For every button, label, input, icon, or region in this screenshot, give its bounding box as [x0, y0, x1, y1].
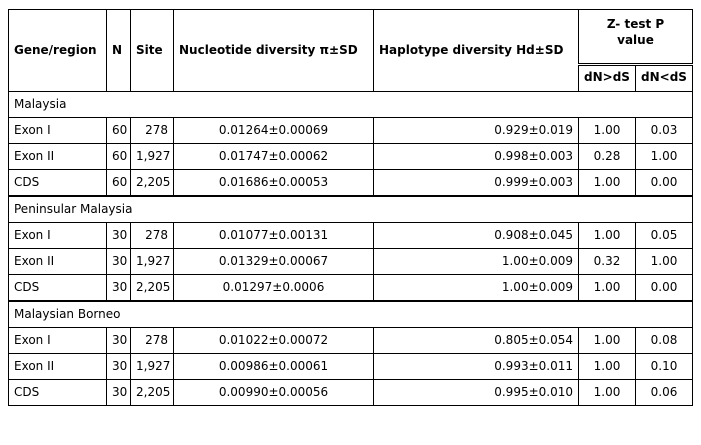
cell-dn-lt-ds: 0.00: [636, 170, 693, 196]
cell-dn-gt-ds: 1.00: [579, 275, 636, 301]
cell-site: 2,205: [131, 275, 174, 301]
cell-nucleotide-diversity: 0.00990±0.00056: [174, 380, 374, 406]
cell-site: 278: [131, 328, 174, 354]
cell-dn-gt-ds: 1.00: [579, 223, 636, 249]
table-row: [9, 144, 693, 170]
cell-region: CDS: [9, 275, 107, 301]
cell-site: 1,927: [131, 249, 174, 275]
cell-n: 30: [107, 380, 131, 406]
cell-dn-lt-ds: 0.10: [636, 354, 693, 380]
table-row: [9, 223, 693, 249]
cell-haplotype-diversity: 1.00±0.009: [374, 275, 579, 301]
header-n: N: [107, 10, 131, 92]
cell-region: Exon II: [9, 354, 107, 380]
cell-dn-lt-ds: 0.00: [636, 275, 693, 301]
cell-dn-gt-ds: 1.00: [579, 170, 636, 196]
cell-site: 278: [131, 118, 174, 144]
cell-dn-gt-ds: 1.00: [579, 380, 636, 406]
cell-nucleotide-diversity: 0.01264±0.00069: [174, 118, 374, 144]
cell-n: 30: [107, 275, 131, 301]
table-row: [9, 118, 693, 144]
cell-dn-lt-ds: 0.03: [636, 118, 693, 144]
cell-nucleotide-diversity: 0.01022±0.00072: [174, 328, 374, 354]
cell-region: Exon I: [9, 328, 107, 354]
cell-n: 60: [107, 170, 131, 196]
cell-site: 1,927: [131, 354, 174, 380]
section-title: Malaysia: [9, 92, 693, 118]
section-title: Malaysian Borneo: [9, 302, 693, 328]
cell-n: 60: [107, 144, 131, 170]
table-row: [9, 380, 693, 406]
table-row: [9, 275, 693, 301]
cell-dn-lt-ds: 1.00: [636, 249, 693, 275]
cell-region: Exon I: [9, 118, 107, 144]
table-row: [9, 249, 693, 275]
cell-n: 30: [107, 249, 131, 275]
section-header-row: [9, 92, 693, 118]
cell-site: 2,205: [131, 380, 174, 406]
header-z-test: [579, 10, 693, 65]
cell-site: 1,927: [131, 144, 174, 170]
header-haplotype-diversity: Haplotype diversity Hd±SD: [374, 10, 579, 92]
cell-site: 2,205: [131, 170, 174, 196]
cell-haplotype-diversity: 0.995±0.010: [374, 380, 579, 406]
cell-nucleotide-diversity: 0.01747±0.00062: [174, 144, 374, 170]
cell-n: 30: [107, 354, 131, 380]
cell-nucleotide-diversity: 0.01329±0.00067: [174, 249, 374, 275]
header-dn-lt-ds: dN<dS: [636, 64, 693, 91]
header-nucleotide-diversity: Nucleotide diversity π±SD: [174, 10, 374, 92]
cell-haplotype-diversity: 0.993±0.011: [374, 354, 579, 380]
cell-n: 30: [107, 223, 131, 249]
cell-region: Exon I: [9, 223, 107, 249]
cell-haplotype-diversity: 0.908±0.045: [374, 223, 579, 249]
cell-haplotype-diversity: 0.998±0.003: [374, 144, 579, 170]
header-dn-gt-ds: dN>dS: [579, 64, 636, 91]
cell-nucleotide-diversity: 0.01297±0.0006: [174, 275, 374, 301]
table-row: [9, 328, 693, 354]
cell-dn-gt-ds: 0.28: [579, 144, 636, 170]
cell-haplotype-diversity: 0.999±0.003: [374, 170, 579, 196]
cell-region: CDS: [9, 170, 107, 196]
cell-dn-lt-ds: 0.08: [636, 328, 693, 354]
cell-haplotype-diversity: 0.805±0.054: [374, 328, 579, 354]
section-header-row: [9, 197, 693, 223]
cell-nucleotide-diversity: 0.00986±0.00061: [174, 354, 374, 380]
table-body: [9, 92, 693, 406]
section-header-row: [9, 302, 693, 328]
cell-nucleotide-diversity: 0.01077±0.00131: [174, 223, 374, 249]
cell-nucleotide-diversity: 0.01686±0.00053: [174, 170, 374, 196]
cell-site: 278: [131, 223, 174, 249]
section-title: Peninsular Malaysia: [9, 197, 693, 223]
table-row: [9, 170, 693, 196]
cell-dn-lt-ds: 0.06: [636, 380, 693, 406]
cell-dn-lt-ds: 0.05: [636, 223, 693, 249]
cell-region: Exon II: [9, 144, 107, 170]
cell-dn-gt-ds: 1.00: [579, 118, 636, 144]
cell-n: 30: [107, 328, 131, 354]
cell-dn-gt-ds: 0.32: [579, 249, 636, 275]
cell-region: Exon II: [9, 249, 107, 275]
header-gene-region: Gene/region: [9, 10, 107, 92]
cell-region: CDS: [9, 380, 107, 406]
cell-dn-gt-ds: 1.00: [579, 328, 636, 354]
header-z-test-label: Z- test P value: [606, 17, 665, 48]
header-site: Site: [131, 10, 174, 92]
cell-haplotype-diversity: 1.00±0.009: [374, 249, 579, 275]
table-row: [9, 354, 693, 380]
cell-dn-lt-ds: 1.00: [636, 144, 693, 170]
cell-haplotype-diversity: 0.929±0.019: [374, 118, 579, 144]
table-header: [9, 10, 693, 92]
cell-dn-gt-ds: 1.00: [579, 354, 636, 380]
cell-n: 60: [107, 118, 131, 144]
diversity-table: [8, 9, 693, 406]
